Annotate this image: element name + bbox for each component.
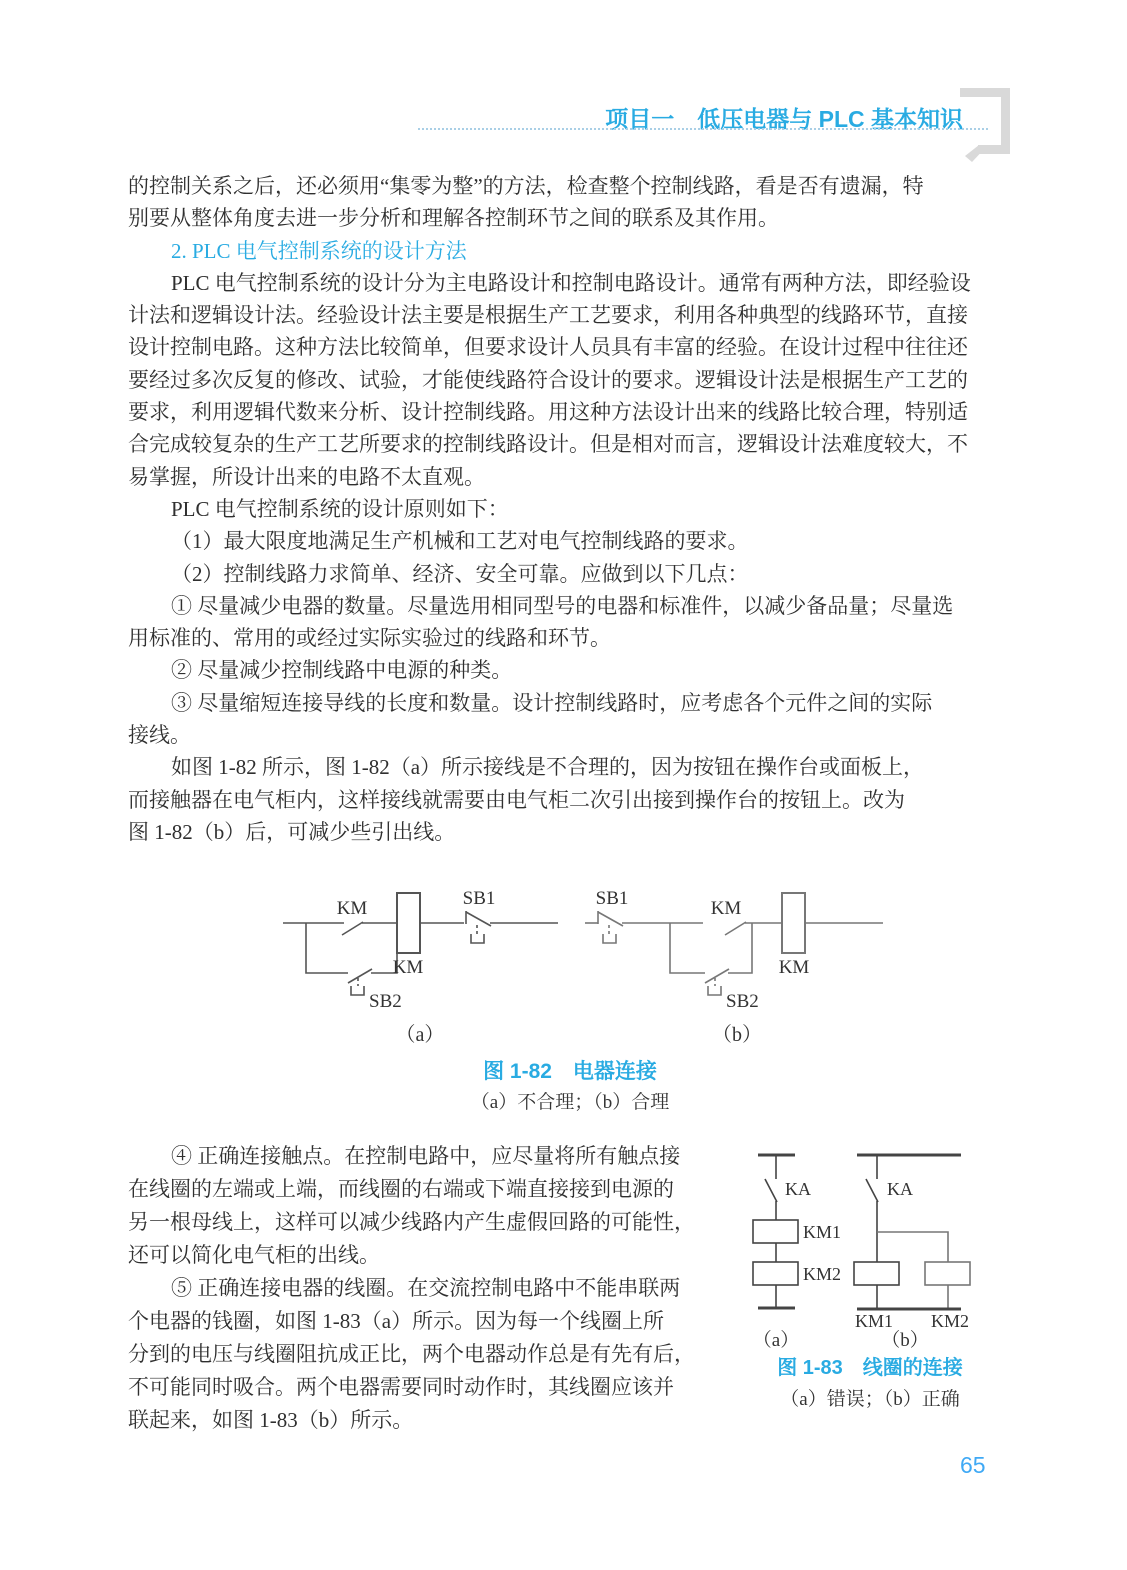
- paragraph-line: 计法和逻辑设计法。经验设计法主要是根据生产工艺要求，利用各种典型的线路环节，直接: [128, 303, 968, 328]
- header-corner-bracket-icon: [957, 86, 1012, 162]
- list-item: ③ 尽量缩短连接导线的长度和数量。设计控制线路时，应考虑各个元件之间的实际: [171, 690, 933, 715]
- list-item: （1）最大限度地满足生产机械和工艺对电气控制线路的要求。: [171, 529, 749, 554]
- fig82-sublabel-b: （b）: [712, 1024, 762, 1046]
- fig83-sublabel-a: （a）: [752, 1330, 800, 1350]
- paragraph-line: PLC 电气控制系统的设计分为主电路设计和控制电路设计。通常有两种方法，即经验设: [171, 270, 971, 295]
- fig83a-ka-label: KA: [785, 1179, 811, 1199]
- fig82a-sb1-label: SB1: [462, 888, 496, 909]
- paragraph-line: 接线。: [128, 723, 191, 748]
- figure-1-82-subcaption: （a）不合理；（b）合理: [470, 1092, 670, 1113]
- fig82a-km-contact-label: KM: [336, 898, 368, 919]
- page-number: 65: [960, 1452, 986, 1478]
- paragraph-line: 易掌握，所设计出来的电路不太直观。: [128, 464, 485, 489]
- fig83b-km2-label: KM2: [930, 1311, 970, 1331]
- fig82a-sb2-label: SB2: [369, 991, 402, 1012]
- fig83a-km2-label: KM2: [803, 1264, 842, 1284]
- paragraph-line: 联起来，如图 1-83（b）所示。: [128, 1408, 414, 1432]
- paragraph-line: 而接触器在电气柜内，这样接线就需要由电气柜二次引出接到操作台的按钮上。改为: [128, 787, 905, 812]
- list-item: ② 尽量减少控制线路中电源的种类。: [171, 658, 513, 683]
- list-item: ⑤ 正确连接电器的线圈。在交流控制电路中不能串联两: [171, 1276, 681, 1300]
- paragraph-line: 另一根母线上，这样可以减少线路内产生虚假回路的可能性，: [128, 1210, 695, 1234]
- paragraph-line: PLC 电气控制系统的设计原则如下：: [171, 496, 509, 521]
- section-heading: 2. PLC 电气控制系统的设计方法: [171, 238, 467, 263]
- body-text: [128, 170, 1018, 848]
- paragraph-line: 还可以简化电气柜的出线。: [128, 1243, 380, 1267]
- chapter-header-title: 项目一 低压电器与 PLC 基本知识: [605, 106, 963, 132]
- figure-1-82-caption: 图 1-82 电器连接: [483, 1060, 657, 1083]
- fig82b-sb2-label: SB2: [726, 991, 759, 1012]
- figure-1-83-subcaption: （a）错误；（b）正确: [780, 1389, 960, 1410]
- figure-1-82-circuit-diagram: [278, 878, 888, 1048]
- fig82a-km-coil-label: KM: [392, 957, 424, 978]
- paragraph-line: 图 1-82（b）后，可减少些引出线。: [128, 819, 456, 844]
- paragraph-line: 在线圈的左端或上端，而线圈的右端或下端直接接到电源的: [128, 1177, 674, 1201]
- paragraph-line: 设计控制电路。这种方法比较简单，但要求设计人员具有丰富的经验。在设计过程中往往还: [128, 335, 968, 360]
- fig83-sublabel-b: （b）: [881, 1330, 929, 1350]
- list-item: ① 尽量减少电器的数量。尽量选用相同型号的电器和标准件，以减少备品量；尽量选: [171, 593, 954, 618]
- paragraph-line: 如图 1-82 所示，图 1-82（a）所示接线是不合理的，因为按钮在操作台或面板上，: [171, 755, 925, 780]
- fig82b-km-contact-label: KM: [710, 898, 742, 919]
- fig83b-km1-label: KM1: [854, 1311, 894, 1331]
- header-dotted-divider: [418, 128, 988, 130]
- paragraph-line: 要经过多次反复的修改、试验，才能使线路符合设计的要求。逻辑设计法是根据生产工艺的: [128, 367, 968, 392]
- fig83b-ka-label: KA: [887, 1179, 913, 1199]
- paragraph-line: 个电器的钱圈，如图 1-83（a）所示。因为每一个线圈上所: [128, 1309, 665, 1333]
- paragraph-line: 不可能同时吸合。两个电器需要同时动作时，其线圈应该并: [128, 1375, 674, 1399]
- paragraph-line: 分到的电压与线圈阻抗成正比，两个电器动作总是有先有后，: [128, 1342, 695, 1366]
- paragraph-line: 别要从整体角度去进一步分析和理解各控制环节之间的联系及其作用。: [128, 206, 779, 231]
- paragraph-line: 的控制关系之后，还必须用“集零为整”的方法，检查整个控制线路，看是否有遗漏，特: [128, 174, 924, 198]
- paragraph-line: 合完成较复杂的生产工艺所要求的控制线路设计。但是相对而言，逻辑设计法难度较大，不: [128, 432, 968, 457]
- fig82b-sb1-label: SB1: [595, 888, 629, 909]
- fig83a-km1-label: KM1: [803, 1222, 842, 1242]
- paragraph-line: 要求，利用逻辑代数来分析、设计控制线路。用这种方法设计出来的线路比较合理，特别适: [128, 400, 968, 425]
- fig82b-km-coil-label: KM: [778, 957, 810, 978]
- list-item: （2）控制线路力求简单、经济、安全可靠。应做到以下几点：: [171, 561, 749, 586]
- list-item: ④ 正确连接触点。在控制电路中，应尽量将所有触点接: [171, 1144, 681, 1168]
- fig82-sublabel-a: （a）: [395, 1024, 445, 1046]
- body-text-column: [128, 1140, 768, 1437]
- figure-1-83-circuit-diagram: [745, 1145, 1015, 1350]
- paragraph-line: 用标准的、常用的或经过实际实验过的线路和环节。: [128, 626, 611, 651]
- figure-1-83-caption: 图 1-83 线圈的连接: [777, 1357, 963, 1379]
